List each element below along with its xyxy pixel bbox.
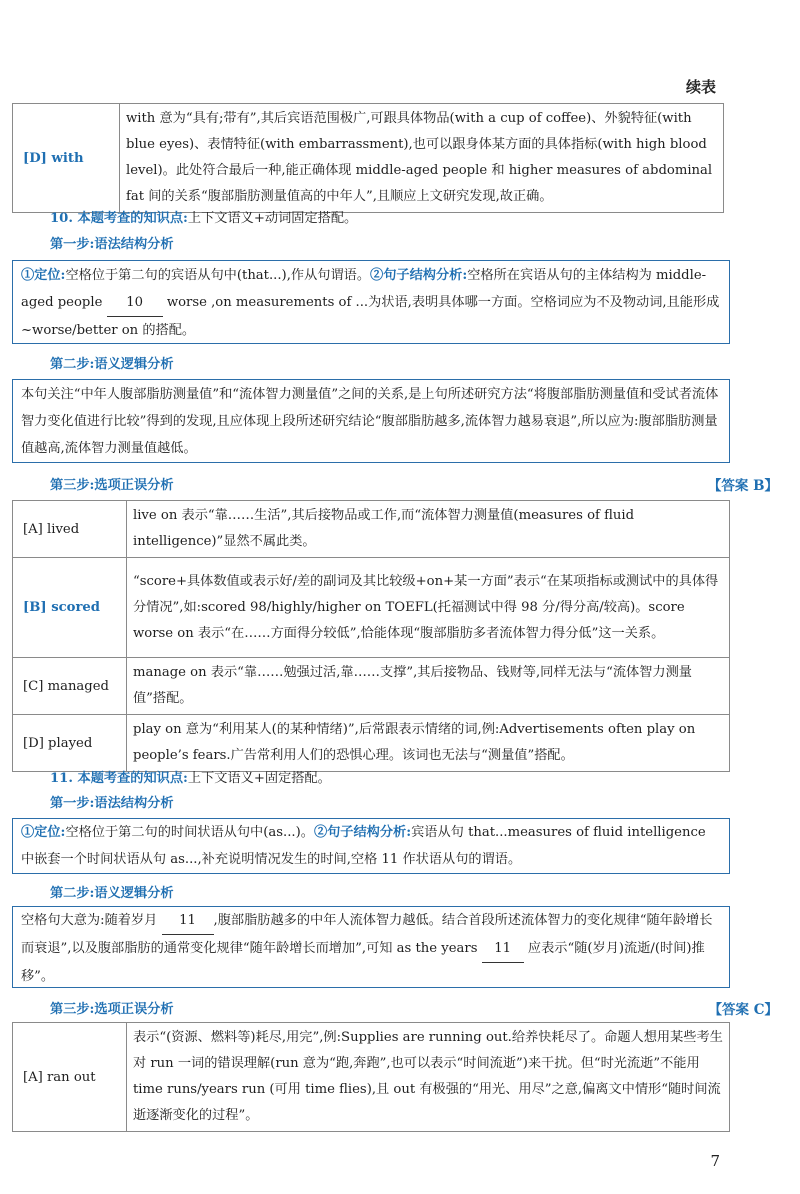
q11-step2-text-c: 应表示“随(岁月)流逝/(时间)推移”。 — [21, 941, 705, 984]
option-explanation: with 意为“具有;带有”,其后宾语范围极广,可跟具体物品(with a cup of coffee)、外貌特征(with blue eyes)、表情特征(with embarrassment),也可以跟身体某方面的具体指标(with high blood level)。此处符合最后一种,能正确体现 middle-aged people 和 higher measures of abdominal fat 间的关系“腹部脂肪测量值高的中年人”,且顺应上文研究发现,故正确。 — [120, 104, 724, 213]
continued-label: 续表 — [685, 78, 716, 96]
q10-heading-text: 上下文语义+动词固定搭配。 — [187, 211, 358, 226]
q11-step1-locate-text: 空格位于第二句的时间状语从句中(as...)。 — [65, 825, 314, 840]
q10-step1-box — [12, 260, 730, 344]
q10-heading — [50, 205, 357, 232]
q11-step2-text-a: 空格句大意为:随着岁月 — [21, 913, 158, 928]
q10-step1-structure-label: ②句子结构分析: — [370, 268, 468, 283]
q10-step1-structure-text-b: worse ,on measurements of ...为状语,表明具体哪一方面。空格词应为不及物动词,且能形成~worse/better on 的搭配。 — [21, 295, 720, 338]
option-label: [B] scored — [13, 558, 127, 658]
q10-blank: 10 — [107, 289, 163, 317]
q11-step1-locate-label: ①定位: — [21, 825, 66, 840]
q11-heading — [50, 765, 331, 792]
q10-step1-structure-text-a: 空格所在宾语从句的主体结构为 middle-aged people — [21, 268, 707, 310]
option-explanation: 表示“(资源、燃料等)耗尽,用完”,例:Supplies are running out.给养快耗尽了。命题人想用某些考生对 run 一词的错误理解(run 意为“跑,奔跑”,也可以表示“时间流逝”)来干扰。但“时光流逝”不能用 time runs/years run (可用 time flies),且 out 有极强的“用光、用尽”之意,偏离文中情形“随时间流逝逐渐变化的过程”。 — [127, 1023, 730, 1132]
option-explanation: manage on 表示“靠……勉强过活,靠……支撑”,其后接物品、钱财等,同样无法与“流体智力测量值”搭配。 — [127, 658, 730, 715]
q11-step1-structure-text: 宾语从句 that...measures of fluid intelligence 中嵌套一个时间状语从句 as...,补充说明情况发生的时间,空格 11 作状语从句的谓语。 — [21, 825, 706, 867]
option-label: [A] lived — [13, 501, 127, 558]
q10-step3-title: 第三步:选项正误分析 — [50, 478, 174, 493]
q11-step1-title: 第一步:语法结构分析 — [50, 796, 174, 811]
q10-heading-label: 10. 本题考查的知识点: — [50, 211, 188, 226]
q11-heading-label: 11. 本题考查的知识点: — [50, 771, 188, 786]
q10-option-table — [12, 500, 730, 772]
q11-blank-2: 11 — [482, 935, 524, 963]
q11-step2-text-b: ,腹部脂肪越多的中年人流体智力越低。结合首段所述流体智力的变化规律“随年龄增长而衰退”,以及腹部脂肪的通常变化规律“随年龄增长而增加”,可知 as the years — [21, 913, 713, 956]
q10-step1-locate-text: 空格位于第二句的宾语从句中(that...),作从句谓语。 — [65, 268, 371, 283]
q10-step1-locate-label: ①定位: — [21, 268, 66, 283]
table-row — [13, 1023, 730, 1132]
q11-step3-title: 第三步:选项正误分析 — [50, 1002, 174, 1017]
q10-step1-title: 第一步:语法结构分析 — [50, 237, 174, 252]
option-explanation: live on 表示“靠……生活”,其后接物品或工作,而“流体智力测量值(measures of fluid intelligence)”显然不属此类。 — [127, 501, 730, 558]
q11-heading-text: 上下文语义+固定搭配。 — [187, 771, 331, 786]
q10-step2-text: 本句关注“中年人腹部脂肪测量值”和“流体智力测量值”之间的关系,是上句所述研究方法“将腹部脂肪测量值和受试者流体智力变化值进行比较”得到的发现,且应体现上段所述研究结论“腹部脂肪越多,流体智力越易衰退”,所以应为:腹部脂肪测量值越高,流体智力测量值越低。 — [21, 387, 719, 456]
table-row — [13, 658, 730, 715]
q10-step2-title: 第二步:语义逻辑分析 — [50, 357, 174, 372]
q11-blank-1: 11 — [162, 907, 214, 935]
table-row — [13, 715, 730, 772]
q11-option-table — [12, 1022, 730, 1132]
q11-answer: 【答案 C】 — [708, 1002, 778, 1018]
option-label: [D] played — [13, 715, 127, 772]
table-row — [13, 558, 730, 658]
q11-step1-structure-label: ②句子结构分析: — [313, 825, 412, 840]
option-explanation: play on 意为“利用某人(的某种情绪)”,后常跟表示情绪的词,例:Advertisements often play on people’s fears.广告常利用人们的恐惧心理。该词也无法与“测量值”搭配。 — [127, 715, 730, 772]
q11-step1-box — [12, 818, 730, 874]
continued-option-table — [12, 103, 724, 213]
option-explanation: “score+具体数值或表示好/差的副词及其比较级+on+某一方面”表示“在某项指标或测试中的具体得分情况”,如:scored 98/highly/higher on TOEFL(托福测试中得 98 分/得分高/较高)。score worse on 表示“在……方面得分较低”,恰能体现“腹部脂肪多者流体智力得分低”这一关系。 — [127, 558, 730, 658]
q11-step2-box — [12, 906, 730, 988]
q10-answer: 【答案 B】 — [707, 478, 778, 494]
q10-step2-box — [12, 379, 730, 463]
q11-step2-title: 第二步:语义逻辑分析 — [50, 886, 174, 901]
option-label: [A] ran out — [13, 1023, 127, 1132]
option-label: [C] managed — [13, 658, 127, 715]
table-row — [13, 501, 730, 558]
option-label: [D] with — [13, 104, 120, 213]
page-number: 7 — [710, 1152, 720, 1170]
table-row — [13, 104, 724, 213]
